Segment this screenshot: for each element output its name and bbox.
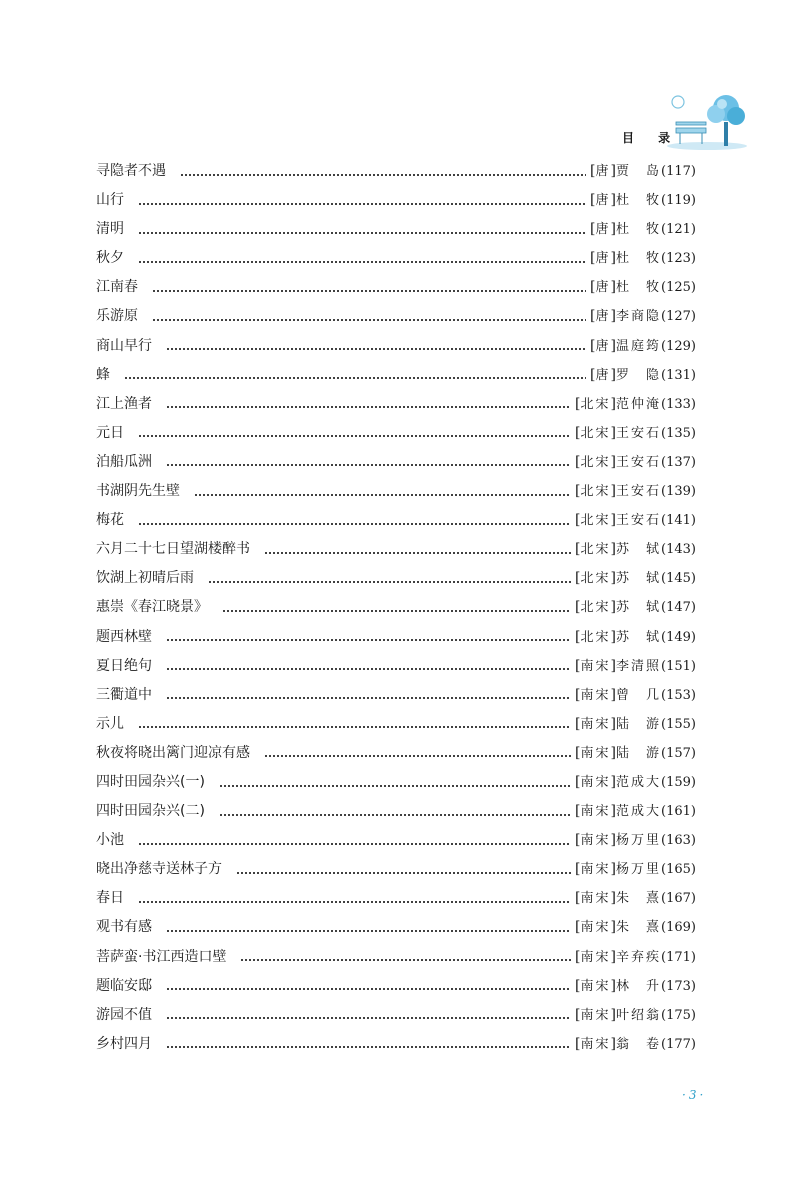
toc-entry-author: 罗 隐 — [616, 367, 662, 383]
toc-entry-title: 乐游原 — [96, 308, 138, 325]
leader-dots — [166, 405, 571, 409]
toc-entry-title: 清明 — [96, 221, 124, 238]
toc-entry-title: 题西林壁 — [96, 628, 152, 645]
toc-entry[interactable]: 泊船瓜洲 [ 北宋 ] 王安石 ( 137 ) — [96, 451, 696, 480]
toc-entry-dynasty: 南宋 — [580, 687, 611, 703]
toc-entry-author: 苏 轼 — [616, 629, 662, 645]
toc-entry-dynasty: 唐 — [595, 193, 611, 209]
toc-entry-author: 朱 熹 — [616, 920, 662, 936]
toc-entry-dynasty: 唐 — [595, 280, 611, 296]
toc-entry-author: 曾 几 — [616, 687, 662, 703]
toc-entry-dynasty: 南宋 — [580, 833, 611, 849]
toc-entry-dynasty: 唐 — [595, 164, 611, 179]
leader-dots — [194, 493, 571, 497]
toc-entry-page: 167 — [666, 891, 691, 907]
toc-entry-dynasty: 北宋 — [580, 454, 611, 470]
toc-entry-title: 乡村四月 — [96, 1035, 152, 1052]
leader-dots — [166, 667, 571, 671]
toc-entry[interactable]: 六月二十七日望湖楼醉书 [ 北宋 ] 苏 轼 ( 143 ) — [96, 538, 696, 567]
toc-entry-author: 温庭筠 — [616, 338, 662, 354]
toc-entry-dynasty: 南宋 — [580, 804, 611, 820]
toc-entry-title: 题临安邸 — [96, 977, 152, 994]
toc-entry-author: 王安石 — [616, 513, 662, 529]
toc-entry-author: 林 升 — [616, 978, 662, 994]
toc-entry-page: 119 — [666, 193, 691, 209]
toc-entry-title: 元日 — [96, 424, 124, 441]
toc-entry-title: 六月二十七日望湖楼醉书 — [96, 541, 250, 558]
toc-entry-dynasty: 北宋 — [580, 629, 611, 645]
toc-entry-page: 149 — [666, 629, 691, 645]
leader-dots — [166, 987, 571, 991]
toc-entry-title: 饮湖上初晴后雨 — [96, 570, 194, 587]
toc-entry-page: 143 — [666, 542, 691, 558]
toc-entry-title: 示儿 — [96, 715, 124, 732]
leader-dots — [208, 580, 571, 584]
toc-entry-author: 杨万里 — [616, 833, 662, 849]
toc-entry-author: 李清照 — [616, 658, 662, 674]
toc-entry[interactable]: 商山早行 [ 唐 ] 温庭筠 ( 129 ) — [96, 335, 696, 364]
toc-entry[interactable]: 游园不值 [ 南宋 ] 叶绍翁 ( 175 ) — [96, 1004, 696, 1033]
leader-dots — [240, 958, 571, 962]
toc-entry-dynasty: 北宋 — [580, 542, 611, 558]
toc-entry-page: 127 — [666, 309, 691, 325]
leader-dots — [138, 434, 571, 438]
toc-entry-dynasty: 北宋 — [580, 600, 611, 616]
leader-dots — [166, 929, 571, 933]
toc-entry-page: 135 — [666, 425, 691, 441]
toc-entry-dynasty: 南宋 — [580, 949, 611, 965]
bench-icon — [676, 128, 706, 133]
page-number: ·3· — [682, 1088, 707, 1102]
leader-dots — [138, 260, 586, 264]
leader-dots — [138, 202, 586, 206]
leader-dots — [222, 609, 571, 613]
toc-entry-dynasty: 南宋 — [580, 774, 611, 790]
toc-entry-title: 江上渔者 — [96, 395, 152, 412]
leader-dots — [264, 551, 571, 555]
toc-entry-page: 161 — [666, 804, 691, 820]
leader-dots — [152, 289, 586, 293]
toc-entry-title: 惠崇《春江晓景》 — [96, 599, 208, 616]
toc-entry[interactable]: 题西林壁 [ 北宋 ] 苏 轼 ( 149 ) — [96, 626, 696, 655]
toc-entry-page: 159 — [666, 774, 691, 790]
toc-entry-page: 145 — [666, 571, 691, 587]
toc-entry-title: 秋夕 — [96, 250, 124, 267]
toc-entry-title: 泊船瓜洲 — [96, 453, 152, 470]
toc-entry-page: 131 — [666, 367, 691, 383]
leader-dots — [166, 696, 571, 700]
toc-entry-dynasty: 南宋 — [580, 891, 611, 907]
toc-entry[interactable]: 三衢道中 [ 南宋 ] 曾 几 ( 153 ) — [96, 684, 696, 713]
toc-entry-title: 寻隐者不遇 — [96, 163, 166, 179]
toc-entry-page: 163 — [666, 833, 691, 849]
toc-entry-author: 陆 游 — [616, 745, 662, 761]
toc-entry-title: 小池 — [96, 832, 124, 849]
toc-entry-page: 165 — [666, 862, 691, 878]
leader-dots — [180, 173, 586, 177]
toc-entry-page: 157 — [666, 745, 691, 761]
toc-entry[interactable]: 示儿 [ 南宋 ] 陆 游 ( 155 ) — [96, 713, 696, 742]
page-title: 目 录 — [622, 131, 681, 145]
toc-entry-author: 杜 牧 — [616, 280, 662, 296]
toc-entry-author: 王安石 — [616, 454, 662, 470]
toc-entry-author: 杨万里 — [616, 862, 662, 878]
leader-dots — [138, 522, 571, 526]
toc-entry-title: 四时田园杂兴(一) — [96, 773, 205, 790]
toc-entry-title: 春日 — [96, 890, 124, 907]
toc-entry-author: 李商隐 — [616, 309, 662, 325]
toc-entry-page: 147 — [666, 600, 691, 616]
toc-entry-page: 175 — [666, 1007, 691, 1023]
toc-entry-author: 杜 牧 — [616, 222, 662, 238]
toc-entry-page: 173 — [666, 978, 691, 994]
toc-entry[interactable]: 晓出净慈寺送林子方 [ 南宋 ] 杨万里 ( 165 ) — [96, 858, 696, 887]
toc-entry-title: 游园不值 — [96, 1006, 152, 1023]
toc-entry-author: 杜 牧 — [616, 251, 662, 267]
toc-entry-dynasty: 北宋 — [580, 425, 611, 441]
toc-entry[interactable]: 乡村四月 [ 南宋 ] 翁 卷 ( 177 ) — [96, 1033, 696, 1062]
toc-entry[interactable]: 四时田园杂兴(二) [ 南宋 ] 范成大 ( 161 ) — [96, 800, 696, 829]
leader-dots — [166, 463, 571, 467]
toc-entry-page: 133 — [666, 396, 691, 412]
toc-entry-author: 王安石 — [616, 484, 662, 500]
balloon-icon — [672, 96, 684, 108]
toc-entry[interactable]: 惠崇《春江晓景》 [ 北宋 ] 苏 轼 ( 147 ) — [96, 596, 696, 625]
toc-entry-title: 晓出净慈寺送林子方 — [96, 861, 222, 878]
toc-entry-title: 山行 — [96, 192, 124, 209]
toc-entry-page: 169 — [666, 920, 691, 936]
toc-entry-dynasty: 唐 — [595, 309, 611, 325]
toc-entry[interactable]: 菩萨蛮·书江西造口壁 [ 南宋 ] 辛弃疾 ( 171 ) — [96, 946, 696, 975]
toc-entry-author: 范成大 — [616, 774, 662, 790]
toc-entry[interactable]: 四时田园杂兴(一) [ 南宋 ] 范成大 ( 159 ) — [96, 771, 696, 800]
toc-entry-dynasty: 北宋 — [580, 513, 611, 529]
toc-entry-dynasty: 南宋 — [580, 862, 611, 878]
toc-entry[interactable]: 江上渔者 [ 北宋 ] 范仲淹 ( 133 ) — [96, 393, 696, 422]
toc-entry-title: 菩萨蛮·书江西造口壁 — [96, 948, 227, 965]
toc-entry[interactable]: 春日 [ 南宋 ] 朱 熹 ( 167 ) — [96, 887, 696, 916]
toc-entry-page: 151 — [666, 658, 691, 674]
toc-entry-dynasty: 南宋 — [580, 745, 611, 761]
toc-entry-title: 夏日绝句 — [96, 657, 152, 674]
toc-entry-author: 陆 游 — [616, 716, 662, 732]
toc-entry-author: 苏 轼 — [616, 571, 662, 587]
leader-dots — [124, 376, 586, 380]
toc-entry-dynasty: 南宋 — [580, 716, 611, 732]
toc-entry-author: 杜 牧 — [616, 193, 662, 209]
toc-entry-title: 书湖阴先生壁 — [96, 483, 180, 500]
toc-entry-page: 125 — [666, 280, 691, 296]
toc-entry-dynasty: 唐 — [595, 338, 611, 354]
toc-entry-dynasty: 北宋 — [580, 396, 611, 412]
toc-entry-page: 155 — [666, 716, 691, 732]
toc-entry-dynasty: 北宋 — [580, 484, 611, 500]
toc-entry-title: 四时田园杂兴(二) — [96, 803, 205, 820]
toc-entry[interactable]: 元日 [ 北宋 ] 王安石 ( 135 ) — [96, 422, 696, 451]
table-of-contents — [96, 160, 696, 1062]
toc-entry[interactable]: 山行 [ 唐 ] 杜 牧 ( 119 ) — [96, 189, 696, 218]
leader-dots — [236, 871, 571, 875]
leader-dots — [166, 1016, 571, 1020]
toc-entry-title: 蜂 — [96, 366, 110, 383]
toc-entry-author: 翁 卷 — [616, 1036, 662, 1052]
leader-dots — [138, 900, 571, 904]
toc-entry-title: 梅花 — [96, 512, 124, 529]
toc-entry-page: 123 — [666, 251, 691, 267]
toc-entry[interactable]: 秋夕 [ 唐 ] 杜 牧 ( 123 ) — [96, 247, 696, 276]
toc-entry-author: 苏 轼 — [616, 600, 662, 616]
toc-entry-author: 辛弃疾 — [616, 949, 662, 965]
tree-icon — [707, 95, 745, 146]
toc-entry-page: 139 — [666, 484, 691, 500]
toc-entry[interactable]: 题临安邸 [ 南宋 ] 林 升 ( 173 ) — [96, 975, 696, 1004]
leader-dots — [219, 813, 571, 817]
toc-entry[interactable]: 清明 [ 唐 ] 杜 牧 ( 121 ) — [96, 218, 696, 247]
toc-entry-author: 范仲淹 — [616, 396, 662, 412]
toc-entry-title: 商山早行 — [96, 337, 152, 354]
toc-entry-dynasty: 唐 — [595, 251, 611, 267]
toc-entry-dynasty: 唐 — [595, 222, 611, 238]
toc-entry-title: 三衢道中 — [96, 686, 152, 703]
toc-entry-title: 江南春 — [96, 279, 138, 296]
toc-entry-dynasty: 南宋 — [580, 978, 611, 994]
toc-entry-page: 153 — [666, 687, 691, 703]
toc-entry[interactable]: 寻隐者不遇 [ 唐 ] 贾 岛 ( 117 ) — [96, 160, 696, 189]
leader-dots — [138, 231, 586, 235]
toc-entry-page: 121 — [666, 222, 691, 238]
leader-dots — [166, 638, 571, 642]
toc-entry-page: 177 — [666, 1036, 691, 1052]
toc-entry-dynasty: 北宋 — [580, 571, 611, 587]
leader-dots — [166, 347, 586, 351]
toc-entry[interactable]: 梅花 [ 北宋 ] 王安石 ( 141 ) — [96, 509, 696, 538]
toc-entry[interactable]: 饮湖上初晴后雨 [ 北宋 ] 苏 轼 ( 145 ) — [96, 567, 696, 596]
toc-entry-author: 苏 轼 — [616, 542, 662, 558]
toc-entry-author: 贾 岛 — [616, 164, 662, 179]
leader-dots — [264, 754, 571, 758]
toc-entry[interactable]: 夏日绝句 [ 南宋 ] 李清照 ( 151 ) — [96, 655, 696, 684]
toc-entry-title: 观书有感 — [96, 919, 152, 936]
toc-entry[interactable]: 书湖阴先生壁 [ 北宋 ] 王安石 ( 139 ) — [96, 480, 696, 509]
toc-entry-author: 朱 熹 — [616, 891, 662, 907]
toc-entry-page: 117 — [666, 164, 691, 179]
toc-entry-dynasty: 南宋 — [580, 1036, 611, 1052]
leader-dots — [138, 842, 571, 846]
toc-entry-author: 王安石 — [616, 425, 662, 441]
toc-entry-dynasty: 南宋 — [580, 920, 611, 936]
leader-dots — [219, 784, 571, 788]
toc-entry-dynasty: 南宋 — [580, 1007, 611, 1023]
toc-entry[interactable]: 观书有感 [ 南宋 ] 朱 熹 ( 169 ) — [96, 916, 696, 945]
toc-entry-page: 171 — [666, 949, 691, 965]
toc-entry[interactable]: 乐游原 [ 唐 ] 李商隐 ( 127 ) — [96, 305, 696, 334]
toc-entry-author: 叶绍翁 — [616, 1007, 662, 1023]
toc-entry[interactable]: 小池 [ 南宋 ] 杨万里 ( 163 ) — [96, 829, 696, 858]
toc-entry-page: 137 — [666, 454, 691, 470]
toc-entry[interactable]: 蜂 [ 唐 ] 罗 隐 ( 131 ) — [96, 364, 696, 393]
toc-entry[interactable]: 秋夜将晓出篱门迎凉有感 [ 南宋 ] 陆 游 ( 157 ) — [96, 742, 696, 771]
toc-entry-dynasty: 南宋 — [580, 658, 611, 674]
leader-dots — [138, 725, 571, 729]
toc-entry[interactable]: 江南春 [ 唐 ] 杜 牧 ( 125 ) — [96, 276, 696, 305]
leader-dots — [152, 318, 586, 322]
leader-dots — [166, 1045, 571, 1049]
toc-entry-author: 范成大 — [616, 804, 662, 820]
toc-entry-page: 129 — [666, 338, 691, 354]
toc-entry-page: 141 — [666, 513, 691, 529]
toc-entry-dynasty: 唐 — [595, 367, 611, 383]
toc-entry-title: 秋夜将晓出篱门迎凉有感 — [96, 744, 250, 761]
